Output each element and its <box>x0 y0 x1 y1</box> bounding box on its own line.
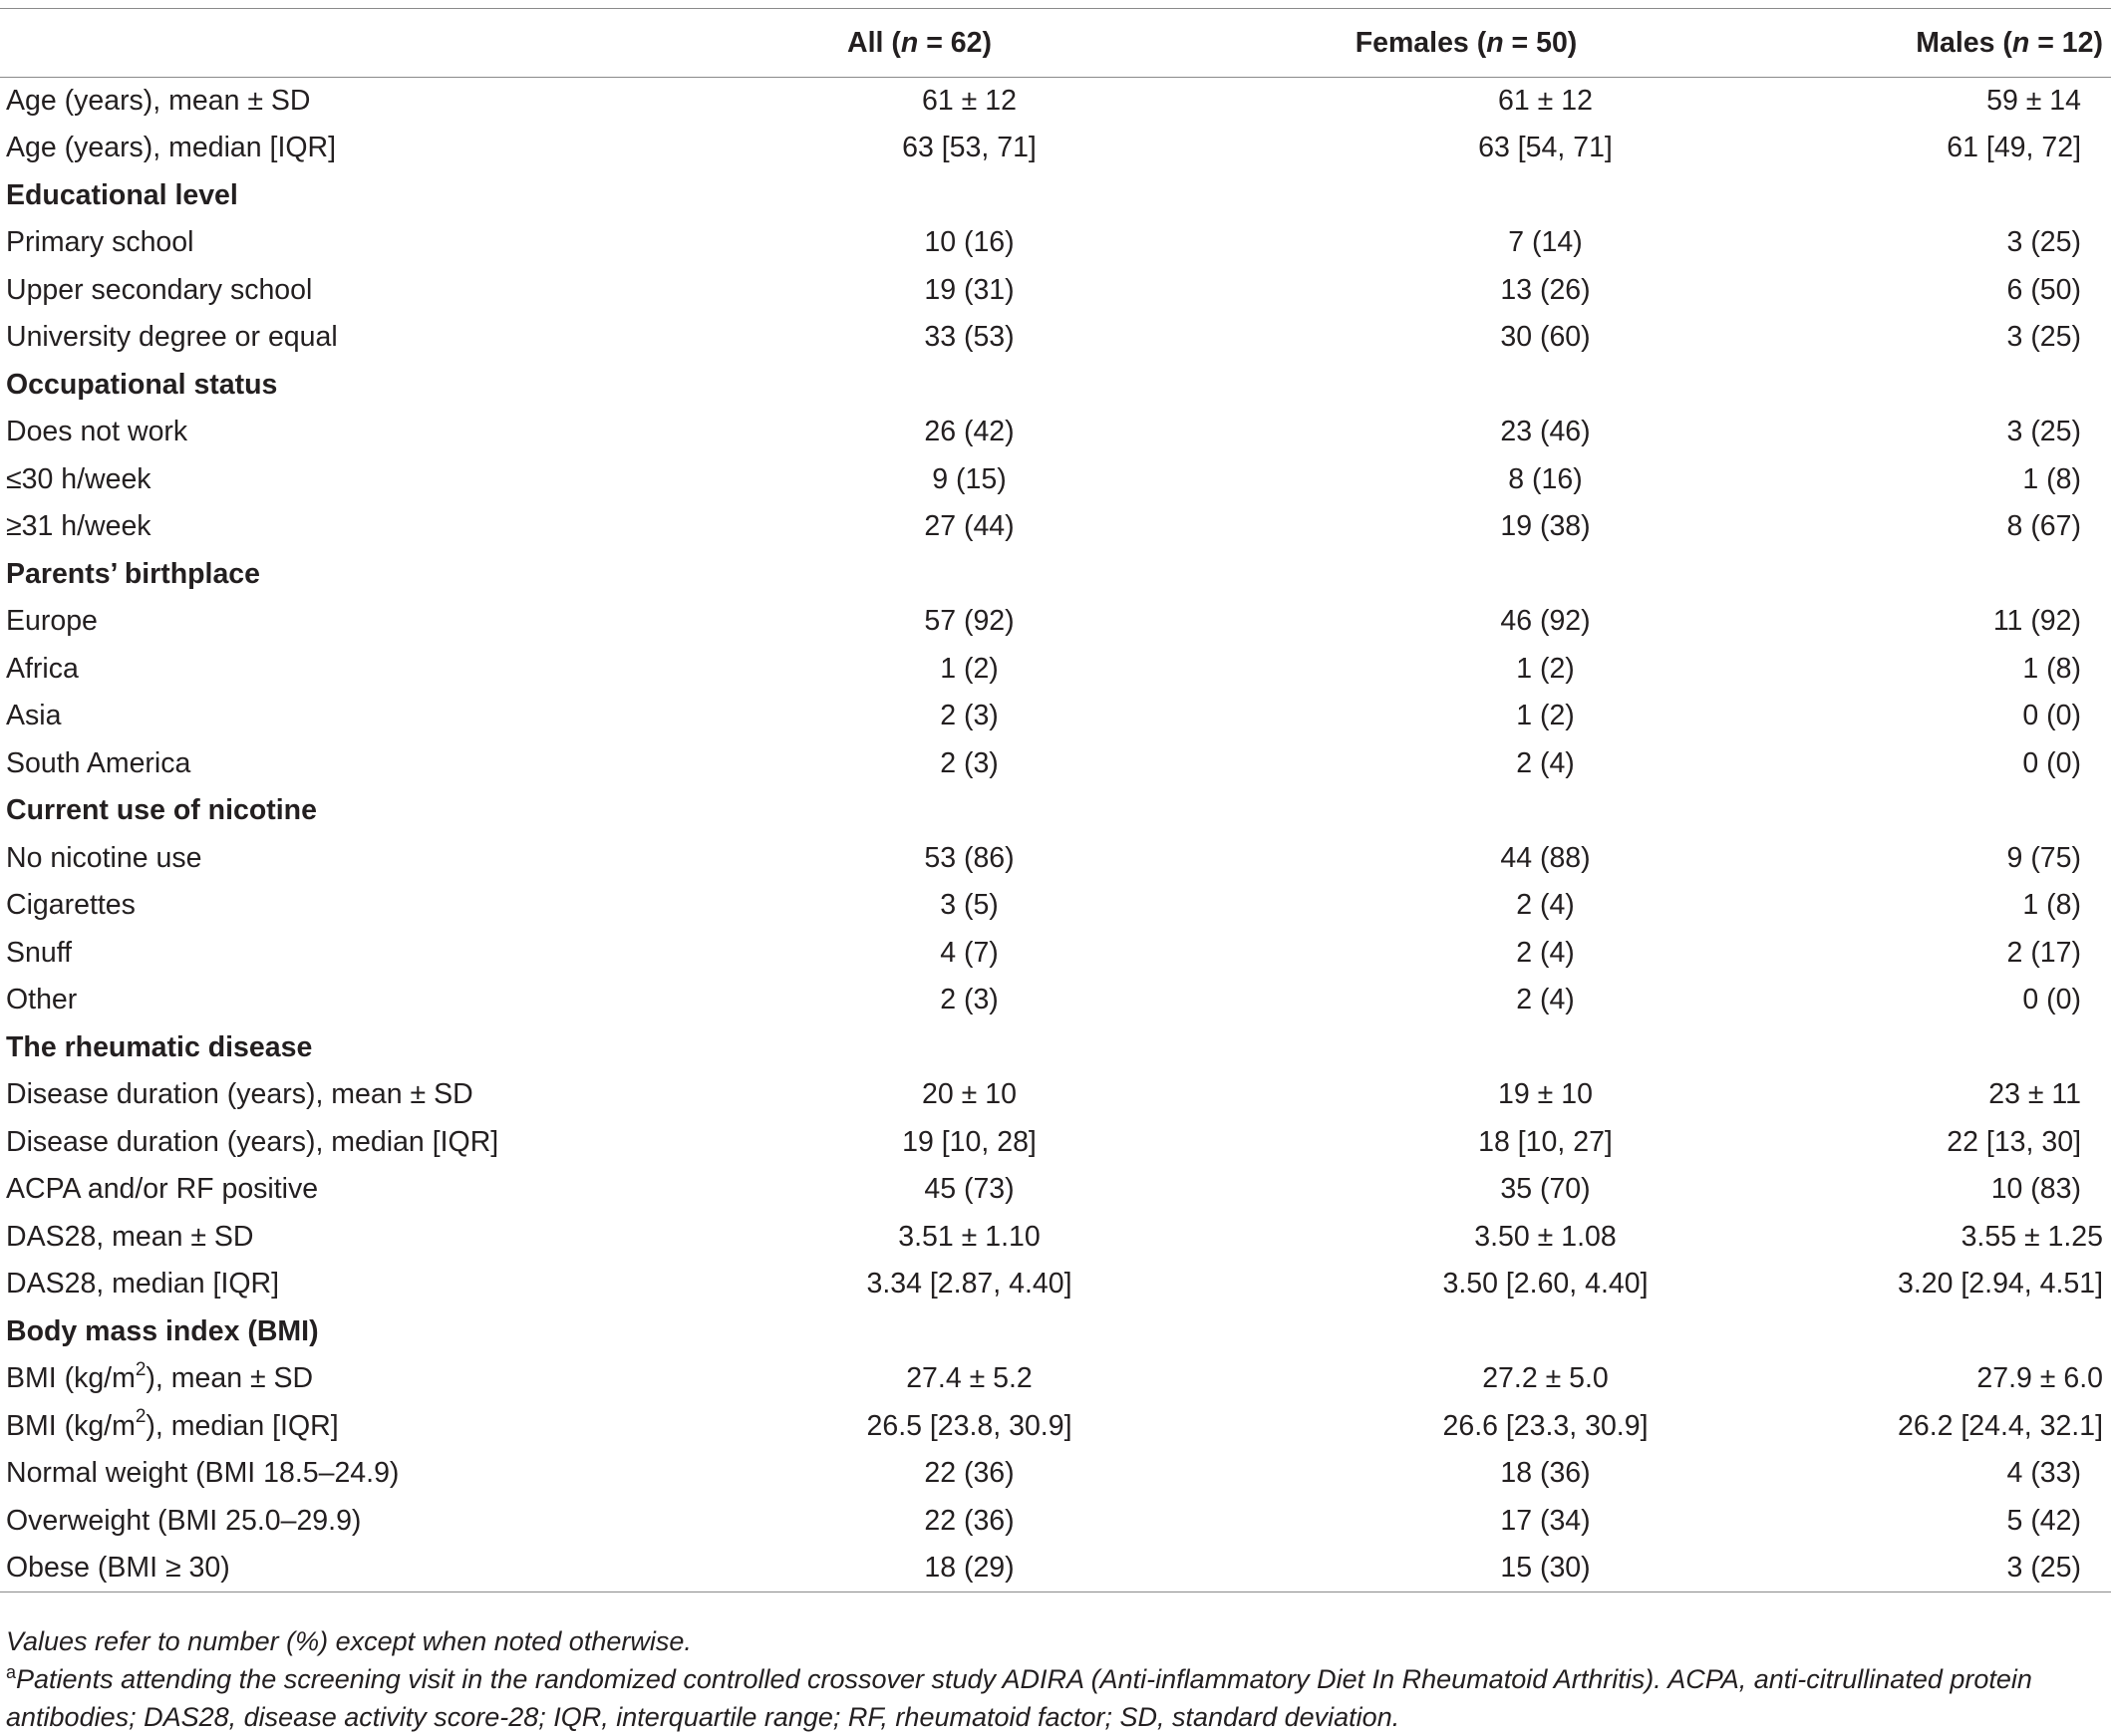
row-label: Primary school <box>6 226 194 259</box>
cell-all: 4 (7) <box>940 936 999 969</box>
cell-all: 22 (36) <box>924 1457 1015 1490</box>
header-males: Males (n = 12) <box>1791 9 2111 78</box>
table-row <box>0 1545 2111 1592</box>
cell-males: 9 (75) <box>2006 841 2081 874</box>
section-row <box>0 1308 2111 1356</box>
table-row <box>0 219 2111 267</box>
cell-females: 3.50 ± 1.08 <box>1474 1220 1617 1253</box>
section-row <box>0 362 2111 410</box>
row-label: Disease duration (years), mean ± SD <box>6 1078 473 1111</box>
cell-males: 11 (92) <box>1992 605 2081 638</box>
row-label: Cigarettes <box>6 889 136 922</box>
row-label: Age (years), median [IQR] <box>6 132 337 164</box>
table-row <box>0 503 2111 551</box>
cell-all: 1 (2) <box>940 652 999 685</box>
cell-all: 2 (3) <box>940 984 999 1016</box>
cell-females: 1 (2) <box>1516 652 1575 685</box>
cell-males: 3.55 ± 1.25 <box>1960 1220 2103 1253</box>
cell-females: 2 (4) <box>1516 936 1575 969</box>
cell-males: 1 (8) <box>2022 889 2081 922</box>
cell-females: 46 (92) <box>1500 605 1591 638</box>
cell-males: 10 (83) <box>1990 1173 2081 1206</box>
row-label: Normal weight (BMI 18.5–24.9) <box>6 1457 400 1490</box>
cell-males: 27.9 ± 6.0 <box>1976 1362 2103 1395</box>
table-row <box>0 1166 2111 1214</box>
footnote-values: Values refer to number (%) except when noted otherwise. <box>6 1626 692 1656</box>
table-row <box>0 314 2111 362</box>
cell-females: 23 (46) <box>1500 416 1591 448</box>
cell-all: 63 [53, 71] <box>902 132 1037 164</box>
cell-all: 20 ± 10 <box>922 1078 1017 1111</box>
cell-males: 59 ± 14 <box>1986 85 2081 117</box>
row-label: BMI $(kg/m^2)$, mean ± SD <box>6 1358 314 1395</box>
table-row <box>0 1403 2111 1451</box>
cell-males: 3 (25) <box>2006 226 2081 259</box>
row-label: ≥31 h/week <box>6 510 151 543</box>
row-label: University degree or equal <box>6 321 338 354</box>
cell-males: 3.20 [2.94, 4.51] <box>1898 1268 2103 1301</box>
cell-males: 23 ± 11 <box>1988 1078 2081 1111</box>
table-row <box>0 977 2111 1024</box>
cell-all: 3.34 [2.87, 4.40] <box>866 1268 1072 1301</box>
section-heading: Body mass index (BMI) <box>6 1314 319 1347</box>
cell-males: 61 [49, 72] <box>1947 132 2081 164</box>
cell-females: 18 (36) <box>1500 1457 1591 1490</box>
cell-males: 6 (50) <box>2006 273 2081 306</box>
cell-females: 30 (60) <box>1500 321 1591 354</box>
row-label: Other <box>6 984 78 1016</box>
table-row <box>0 125 2111 172</box>
table-row <box>0 1450 2111 1498</box>
table-row <box>0 1214 2111 1262</box>
cell-females: 3.50 [2.60, 4.40] <box>1442 1268 1649 1301</box>
section-row <box>0 172 2111 220</box>
cell-all: 53 (86) <box>924 841 1015 874</box>
row-label: Upper secondary school <box>6 273 313 306</box>
row-label: Europe <box>6 605 98 638</box>
section-heading: Educational level <box>6 178 238 211</box>
cell-females: 2 (4) <box>1516 984 1575 1016</box>
table-row <box>0 78 2111 126</box>
cell-females: 19 (38) <box>1500 510 1591 543</box>
row-label: Overweight (BMI 25.0–29.9) <box>6 1504 362 1537</box>
table-row <box>0 456 2111 504</box>
table-row <box>0 1261 2111 1308</box>
footnote-text: Patients attending the screening visit in the randomized controlled crossover study ADIRA (Anti-inflammatory Diet In Rheumatoid Arthritis). ACPA, anti-citrullinated protein antibodies; DAS28, disease activity score-28; IQR, interquartile range; RF, rheumatoid factor; SD, standard deviation. <box>6 1664 2032 1732</box>
cell-females: 44 (88) <box>1500 841 1591 874</box>
cell-females: 2 (4) <box>1516 746 1575 779</box>
cell-all: 26.5 [23.8, 30.9] <box>866 1409 1072 1442</box>
cell-all: 2 (3) <box>940 700 999 732</box>
section-heading: Occupational status <box>6 368 278 401</box>
row-label: Asia <box>6 700 62 732</box>
row-label: Disease duration (years), median [IQR] <box>6 1125 499 1158</box>
cell-all: 9 (15) <box>932 462 1007 495</box>
cell-females: 15 (30) <box>1141 1545 1791 1592</box>
cell-all: 18 (29) <box>698 1545 1141 1592</box>
table-row <box>0 882 2111 930</box>
cell-females: 35 (70) <box>1500 1173 1591 1206</box>
table-row <box>0 1119 2111 1167</box>
row-label: Africa <box>6 652 79 685</box>
cell-all: 33 (53) <box>924 321 1015 354</box>
table-row <box>0 598 2111 646</box>
header-row <box>0 9 2111 78</box>
table-body <box>0 78 2111 1592</box>
cell-females: 7 (14) <box>1508 226 1583 259</box>
table-row <box>0 267 2111 315</box>
section-row <box>0 1024 2111 1072</box>
table-row <box>0 740 2111 788</box>
footnote-marker: a <box>6 1662 17 1682</box>
row-label: Snuff <box>6 936 73 969</box>
section-row <box>0 551 2111 599</box>
row-label: Age (years), mean ± SD <box>6 85 311 117</box>
header-females: Females (n = 50) <box>1141 9 1791 78</box>
cell-males: 1 (8) <box>2022 652 2081 685</box>
footnote-abbreviations <box>6 1660 2104 1736</box>
cell-males: 3 (25) <box>2006 416 2081 448</box>
demographics-table <box>0 8 2111 1592</box>
section-heading: Parents’ birthplace <box>6 557 261 590</box>
cell-all: 22 (36) <box>924 1504 1015 1537</box>
cell-females: 17 (34) <box>1500 1504 1591 1537</box>
table-header <box>0 9 2111 78</box>
row-label: No nicotine use <box>6 841 202 874</box>
cell-all: 26 (42) <box>924 416 1015 448</box>
row-label: South America <box>6 746 191 779</box>
cell-males: 2 (17) <box>2006 936 2081 969</box>
cell-females: 63 [54, 71] <box>1478 132 1613 164</box>
section-heading: The rheumatic disease <box>6 1030 313 1063</box>
cell-all: 3.51 ± 1.10 <box>898 1220 1041 1253</box>
table-row <box>0 1498 2111 1546</box>
section-row <box>0 787 2111 835</box>
cell-all: 2 (3) <box>940 746 999 779</box>
row-label: ACPA and/or RF positive <box>6 1173 319 1206</box>
cell-males: 4 (33) <box>2006 1457 2081 1490</box>
table-row <box>0 693 2111 740</box>
table-row <box>0 1355 2111 1403</box>
table-row <box>0 1071 2111 1119</box>
row-label: BMI $(kg/m^2)$, median [IQR] <box>6 1406 339 1442</box>
cell-females: 19 ± 10 <box>1498 1078 1593 1111</box>
cell-males: 5 (42) <box>2006 1504 2081 1537</box>
cell-males: 8 (67) <box>2006 510 2081 543</box>
table-row <box>0 646 2111 694</box>
row-label: Obese (BMI ≥ 30) <box>0 1545 698 1592</box>
table-row <box>0 930 2111 978</box>
row-label: ≤30 h/week <box>6 462 151 495</box>
cell-females: 13 (26) <box>1500 273 1591 306</box>
cell-all: 27.4 ± 5.2 <box>906 1362 1033 1395</box>
cell-males: 22 [13, 30] <box>1947 1125 2081 1158</box>
cell-all: 10 (16) <box>924 226 1015 259</box>
cell-all: 3 (5) <box>940 889 999 922</box>
row-label: DAS28, median [IQR] <box>6 1268 280 1301</box>
cell-females: 2 (4) <box>1516 889 1575 922</box>
cell-females: 1 (2) <box>1516 700 1575 732</box>
cell-females: 61 ± 12 <box>1498 85 1593 117</box>
cell-males: 1 (8) <box>2022 462 2081 495</box>
cell-all: 27 (44) <box>924 510 1015 543</box>
table-row <box>0 835 2111 883</box>
row-label: Does not work <box>6 416 188 448</box>
header-all: All (n = 62) <box>698 9 1141 78</box>
cell-males: 0 (0) <box>2022 984 2081 1016</box>
cell-all: 57 (92) <box>924 605 1015 638</box>
cell-females: 27.2 ± 5.0 <box>1482 1362 1609 1395</box>
cell-all: 19 [10, 28] <box>902 1125 1037 1158</box>
header-empty <box>0 9 698 78</box>
section-heading: Current use of nicotine <box>6 794 317 827</box>
cell-all: 19 (31) <box>924 273 1015 306</box>
cell-all: 61 ± 12 <box>922 85 1017 117</box>
cell-females: 26.6 [23.3, 30.9] <box>1442 1409 1649 1442</box>
cell-males: 3 (25) <box>2006 321 2081 354</box>
cell-males: 0 (0) <box>2022 746 2081 779</box>
cell-males: 0 (0) <box>2022 700 2081 732</box>
cell-females: 18 [10, 27] <box>1478 1125 1613 1158</box>
table-row <box>0 409 2111 456</box>
cell-females: 8 (16) <box>1508 462 1583 495</box>
cell-males: 3 (25) <box>1791 1545 2111 1592</box>
cell-all: 45 (73) <box>924 1173 1015 1206</box>
row-label: DAS28, mean ± SD <box>6 1220 254 1253</box>
cell-males: 26.2 [24.4, 32.1] <box>1898 1409 2103 1442</box>
